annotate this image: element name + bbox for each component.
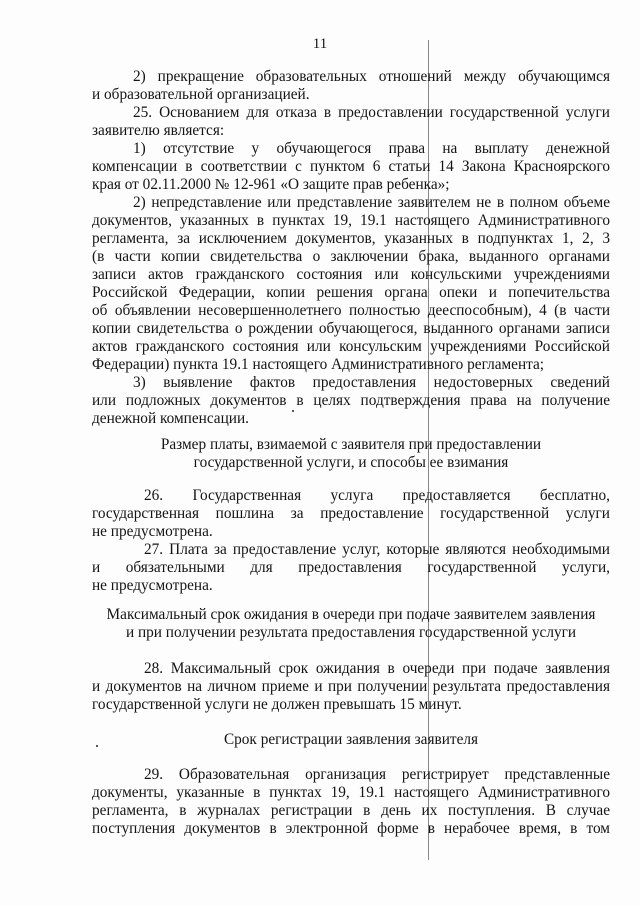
page-number: 11 <box>312 36 328 52</box>
section-heading: Срок регистрации заявления заявителя <box>223 731 479 748</box>
text-line: 1) отсутствие у обучающегося права на выплату денежной <box>133 140 610 157</box>
text-line: (в части копии свидетельства о заключении брака, выданного органами <box>92 248 610 265</box>
text-line: 26. Государственная услуга предоставляется бесплатно, <box>144 487 610 504</box>
text-line: компенсации в соответствии с пунктом 6 статьи 14 Закона Красноярского <box>92 158 610 175</box>
text-line: регламента, в журналах регистрации в день их поступления. В случае <box>92 802 610 819</box>
text-line: документов, указанных в пунктах 19, 19.1 настоящего Административного <box>92 212 610 229</box>
text-line: и документов на личном приеме и при получении результата предоставления <box>92 678 610 695</box>
text-line: 28. Максимальный срок ожидания в очереди при подаче заявления <box>144 660 610 677</box>
section-heading: Максимальный срок ожидания в очереди при подаче заявителем заявления <box>106 606 596 623</box>
text-line: актов гражданского состояния или консульским учреждениями Российской <box>92 338 610 355</box>
text-line: Федерации) пункта 19.1 настоящего Административного регламента; <box>92 356 545 373</box>
text-line: 2) непредставление или представление заявителем не в полном объеме <box>133 194 610 211</box>
text-line: 29. Образовательная организация регистрирует представленные <box>144 766 610 783</box>
section-heading: и при получении результата предоставления государственной услуги <box>125 624 577 641</box>
text-line: или подложных документов в целях подтверждения права на получение <box>92 392 610 409</box>
text-line: заявителю является: <box>92 122 225 139</box>
text-line: и образовательной организацией. <box>92 86 310 103</box>
section-heading: государственной услуги, и способы ее взимания <box>193 454 509 471</box>
text-line: денежной компенсации. <box>92 410 249 427</box>
text-line: не предусмотрена. <box>92 523 213 540</box>
text-line: копии свидетельства о рождении обучающегося, выданного органами записи <box>92 320 610 337</box>
text-line: поступления документов в электронной форме в нерабочее время, в том <box>92 820 610 837</box>
text-line: не предусмотрена. <box>92 577 213 594</box>
text-line: 27. Плата за предоставление услуг, которые являются необходимыми <box>144 541 610 558</box>
text-line: 3) выявление фактов предоставления недостоверных сведений <box>133 374 610 391</box>
text-line: и обязательными для предоставления государственной услуги, <box>92 559 610 576</box>
section-heading: Размер платы, взимаемой с заявителя при предоставлении <box>160 436 542 453</box>
text-line: регламента, за исключением документов, указанных в подпунктах 1, 2, 3 <box>92 230 610 247</box>
text-line: об объявлении несовершеннолетнего полностью дееспособным), 4 (в части <box>92 302 610 319</box>
text-line: края от 02.11.2000 № 12-961 «О защите прав ребенка»; <box>92 176 450 193</box>
text-line: государственной услуги не должен превышать 15 минут. <box>92 696 462 713</box>
text-line: государственная пошлина за предоставление государственной услуги <box>92 505 610 522</box>
text-line: документы, указанные в пунктах 19, 19.1 настоящего Административного <box>92 784 610 801</box>
text-line: записи актов гражданского состояния или консульскими учреждениями <box>92 266 610 283</box>
text-line: 2) прекращение образовательных отношений между обучающимся <box>133 68 610 85</box>
text-line: Российской Федерации, копии решения органа опеки и попечительства <box>92 284 610 301</box>
text-line: 25. Основанием для отказа в предоставлении государственной услуги <box>133 104 610 121</box>
